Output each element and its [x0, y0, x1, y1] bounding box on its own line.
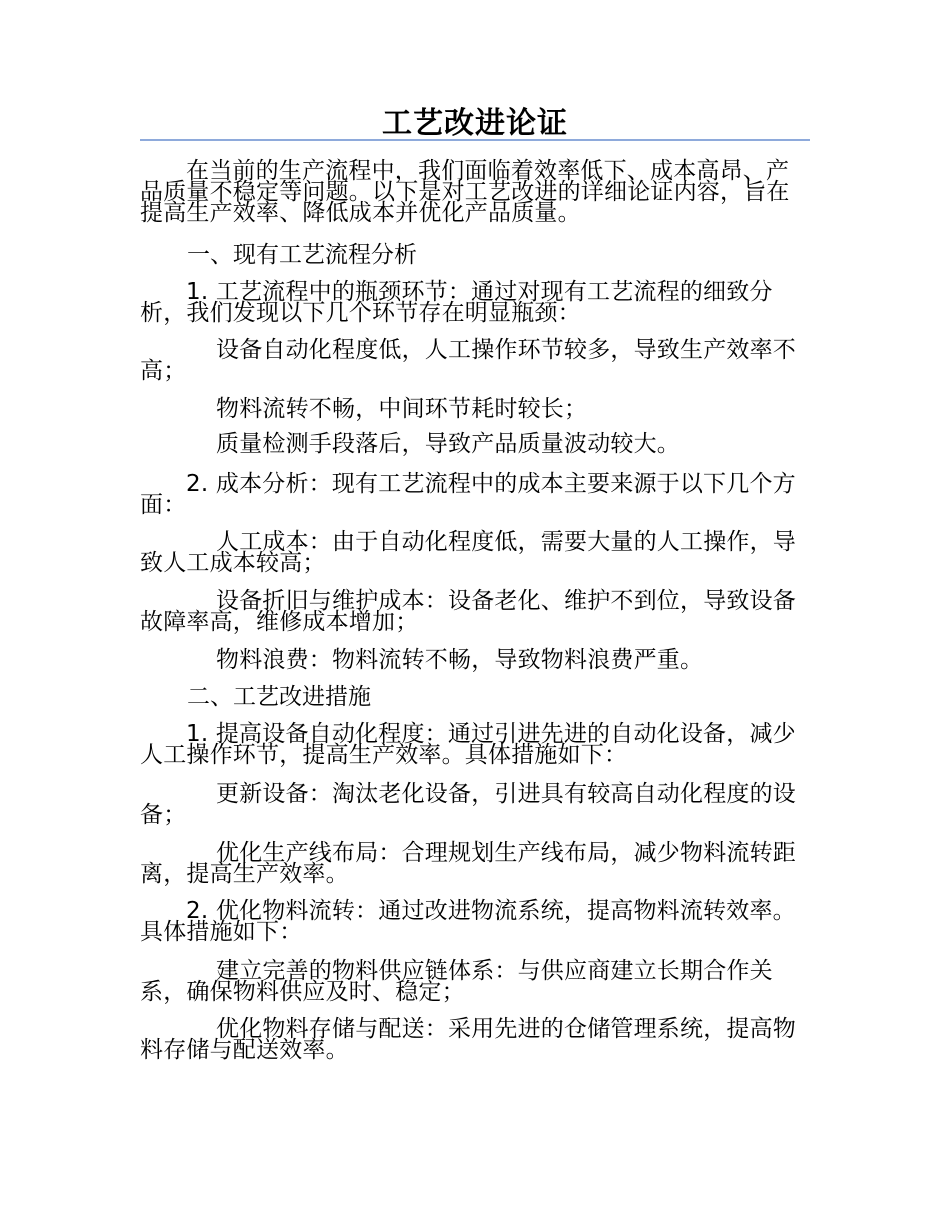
section-1-item-1-point-1: 设备自动化程度低，人工操作环节较多，导致生产效率不高；	[140, 337, 796, 384]
section-2-item-2-point-1: 建立完善的物料供应链体系：与供应商建立长期合作关系，确保物料供应及时、稳定；	[140, 958, 773, 1005]
section-1-item-1-point-3: 质量检测手段落后，导致产品质量波动较大。	[216, 431, 680, 457]
section-2-heading: 二、工艺改进措施	[187, 684, 371, 710]
intro-paragraph: 在当前的生产流程中，我们面临着效率低下、成本高昂、产品质量不稳定等问题。以下是对工艺改进的详细论证内容，旨在提高生产效率、降低成本并优化产品质量。	[140, 158, 790, 226]
section-1-heading: 一、现有工艺流程分析	[187, 242, 417, 268]
section-2-item-1: 1. 提高设备自动化程度：通过引进先进的自动化设备，减少人工操作环节，提高生产效率。具体措施如下：	[140, 721, 796, 768]
section-1-item-2-point-2: 设备折旧与维护成本：设备老化、维护不到位，导致设备故障率高，维修成本增加；	[140, 588, 796, 635]
section-2-item-1-point-2: 优化生产线布局：合理规划生产线布局，减少物料流转距离，提高生产效率。	[140, 840, 796, 887]
section-1-item-2-point-1: 人工成本：由于自动化程度低，需要大量的人工操作，导致人工成本较高；	[140, 529, 796, 576]
section-1-item-1: 1. 工艺流程中的瓶颈环节：通过对现有工艺流程的细致分析，我们发现以下几个环节存在明显瓶颈：	[140, 279, 773, 326]
section-2-item-2: 2. 优化物料流转：通过改进物流系统，提高物料流转效率。具体措施如下：	[140, 898, 796, 945]
section-2-item-2-point-2: 优化物料存储与配送：采用先进的仓储管理系统，提高物料存储与配送效率。	[140, 1016, 796, 1063]
section-1-item-2: 2. 成本分析：现有工艺流程中的成本主要来源于以下几个方面：	[140, 471, 796, 518]
document-title: 工艺改进论证	[382, 106, 568, 141]
title-underline	[140, 139, 810, 141]
section-1-item-2-point-3: 物料浪费：物料流转不畅，导致物料浪费严重。	[216, 647, 704, 673]
section-2-item-1-point-1: 更新设备：淘汰老化设备，引进具有较高自动化程度的设备；	[140, 781, 796, 828]
section-1-item-1-point-2: 物料流转不畅，中间环节耗时较长；	[216, 396, 588, 422]
